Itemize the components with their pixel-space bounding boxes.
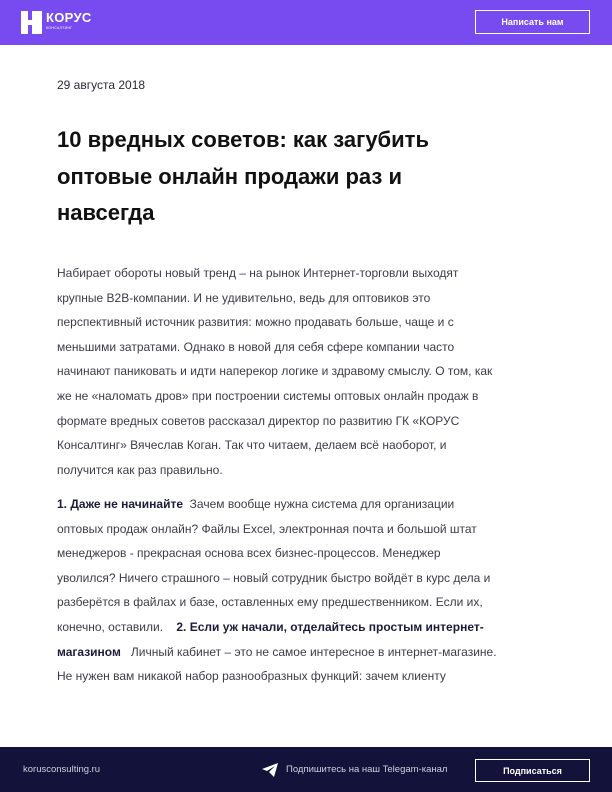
tip-heading: 2. Если уж начали, отделайтесь простым интернет-	[176, 619, 484, 634]
text-line: же не «наломать дров» при построении системы оптовых онлайн продаж в	[57, 388, 479, 403]
tip-heading: 1. Даже не начинайте	[57, 497, 183, 511]
title-line: навсегда	[57, 200, 155, 225]
site-link[interactable]: korusconsulting.ru	[23, 764, 101, 775]
text-line: крупные B2B-компании. И не удивительно, ведь для оптовиков это	[57, 290, 431, 305]
text-line: оптовых продаж онлайн? Файлы Excel, электронная почта и большой штат	[57, 521, 477, 536]
text-line: менеджеров - прекрасная основа всех бизнес-процессов. Менеджер	[57, 546, 441, 561]
tips-paragraph	[57, 492, 497, 689]
title-line: 10 вредных советов: как загубить	[57, 127, 429, 152]
article-title	[57, 122, 557, 232]
text-line	[57, 615, 497, 640]
logo-icon	[21, 11, 42, 34]
logo[interactable]	[21, 11, 92, 34]
text-line: формате вредных советов рассказал директор по развитию ГК «КОРУС	[57, 413, 460, 428]
intro-paragraph	[57, 261, 492, 482]
write-us-button[interactable]: Написать нам	[475, 10, 590, 34]
text-line: начинают паниковать и идти наперекор логике и здравому смыслу. О том, как	[57, 364, 493, 379]
subscribe-button[interactable]: Подписаться	[475, 759, 590, 782]
title-line: оптовые онлайн продажи раз и	[57, 163, 402, 189]
telegram-icon[interactable]	[262, 763, 278, 777]
text-line: уволился? Ничего страшного – новый сотрудник быстро войдёт в курс дела и	[57, 570, 491, 585]
tip-heading: магазином	[57, 644, 121, 659]
text-line	[57, 492, 497, 517]
text-line	[57, 640, 497, 665]
logo-sub: КОНСАЛТИНГ	[46, 26, 73, 30]
header	[0, 0, 612, 45]
text-line: Консалтинг» Вячеслав Коган. Так что читаем, делаем всё наоборот, и	[57, 438, 447, 453]
text-line: меньшими затратами. Однако в новой для себя сфере компании часто	[57, 339, 455, 354]
logo-name: КОРУС	[46, 10, 92, 25]
text-segment: Зачем вообще нужна система для организации	[189, 497, 455, 511]
text-line: Набирает обороты новый тренд – на рынок Интернет-торговли выходят	[57, 266, 459, 280]
article-date: 29 августа 2018	[57, 78, 146, 92]
footer	[0, 747, 612, 792]
text-line: перспективный источник развития: можно продавать больше, чаще и с	[57, 315, 454, 330]
text-line: разберётся в файлах и базе, оставленных ему предшественником. Если их,	[57, 595, 483, 610]
text-segment: конечно, оставили.	[57, 619, 164, 634]
text-line: получится как раз правильно.	[57, 462, 223, 477]
text-segment: Личный кабинет – это не самое интересное в интернет-магазине.	[130, 644, 497, 659]
telegram-link[interactable]: Подпишитесь на наш Telegam-канал	[286, 764, 448, 775]
text-line: Не нужен вам никакой набор разнообразных функций: зачем клиенту	[57, 669, 446, 684]
